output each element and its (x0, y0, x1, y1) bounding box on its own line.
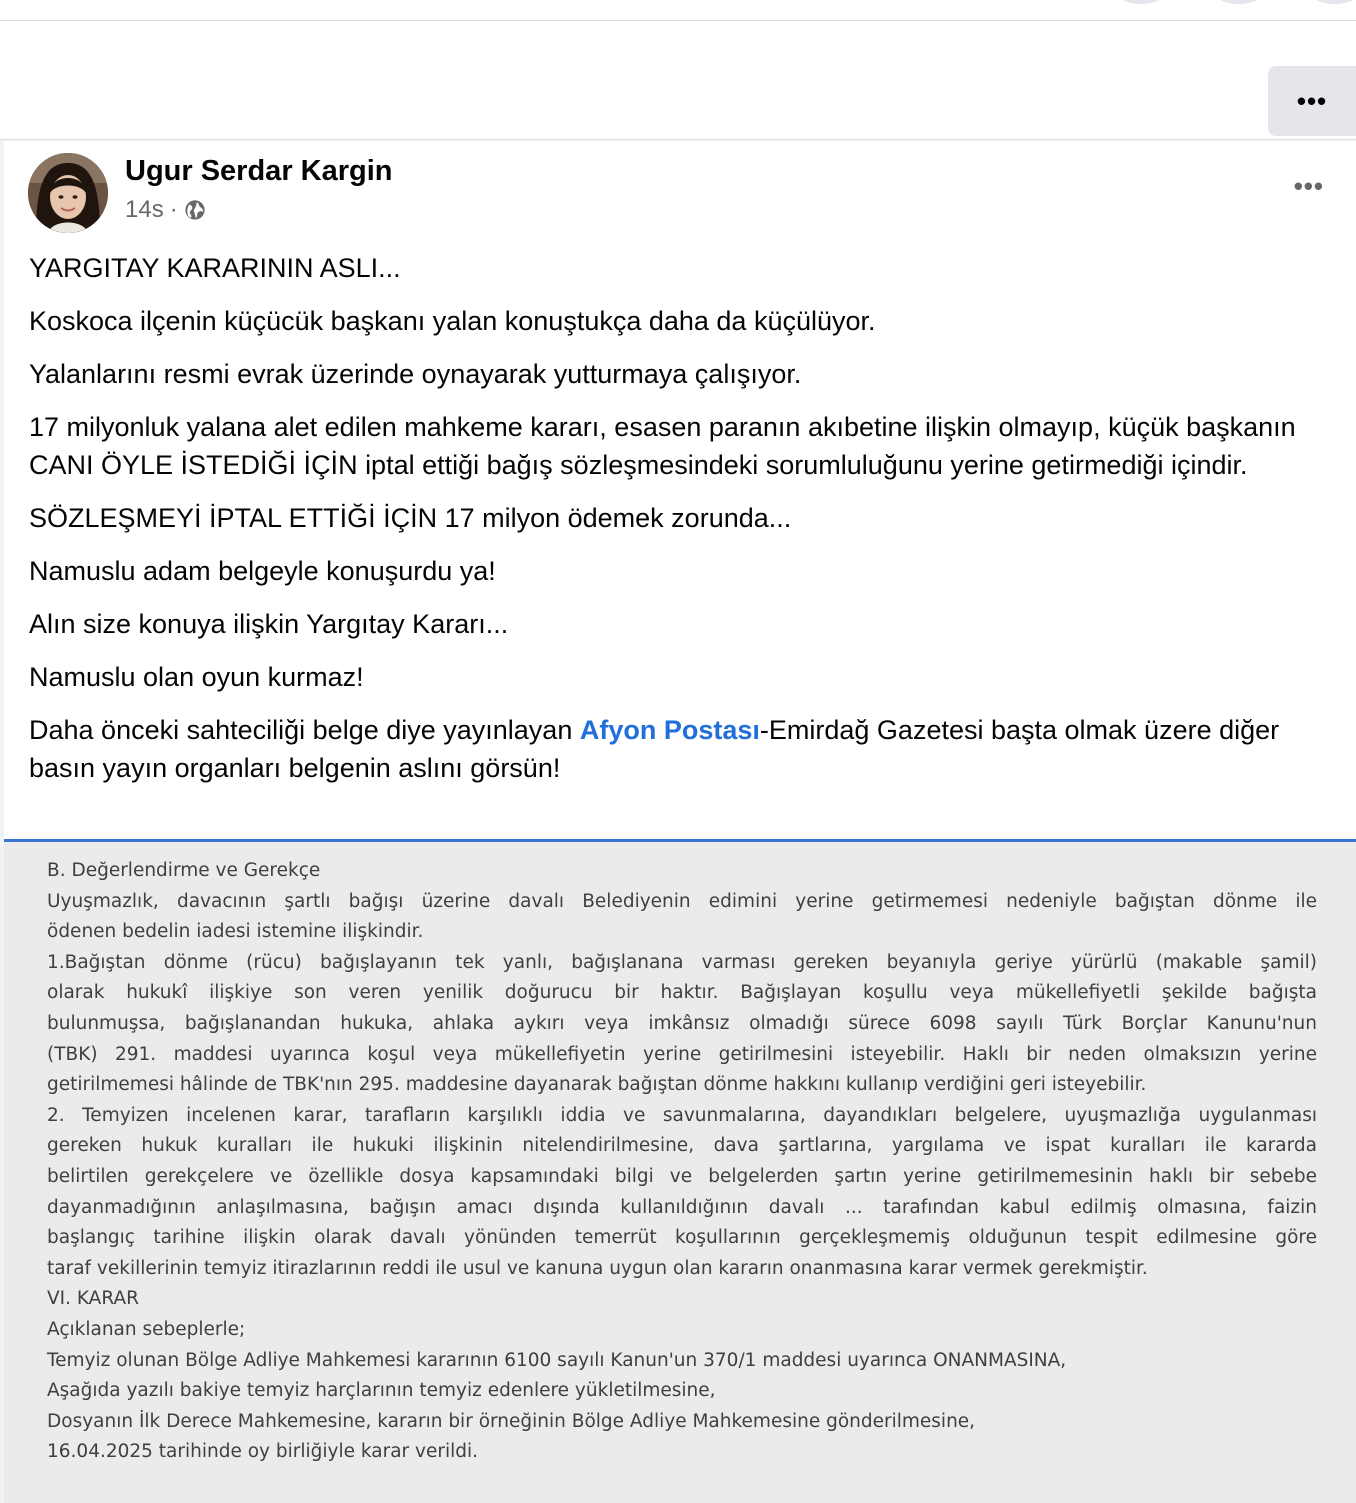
post-text-segment: -Emirdağ Gazetesi başta olmak üzere diğer basın yayın organları belgenin aslını görsün! (29, 715, 1280, 783)
nav-circle-button[interactable] (1210, 0, 1268, 4)
document-line: Açıklanan sebeplerle; (47, 1318, 246, 1340)
document-image[interactable] (4, 839, 1356, 1503)
document-line: (TBK) 291. maddesi uyarınca koşul veya mükellefiyetin yerine getirilmesini isteyebilir. Haklı bir neden olmaksızın yerine (47, 1043, 1317, 1065)
nav-circle-button[interactable] (1112, 0, 1170, 4)
document-line: başlangıç tarihine ilişkin olarak davalı yönünden temerrüt koşullarının gerçekleşmemiş olduğunun tespit edilmesine göre (47, 1227, 1317, 1249)
meta-separator: · (169, 196, 178, 223)
top-navigation-bar (0, 0, 1356, 21)
post-text-segment: Daha önceki sahteciliği belge diye yayınlayan (29, 715, 580, 745)
avatar-photo-icon (28, 153, 108, 233)
post-paragraph: Namuslu olan oyun kurmaz! (29, 662, 364, 692)
post-paragraph: SÖZLEŞMEYİ İPTAL ETTİĞİ İÇİN 17 milyon ödemek zorunda... (29, 503, 792, 533)
nav-circle-button[interactable] (1306, 0, 1356, 4)
document-line: getirilmemesi hâlinde de TBK'nın 295. maddesine dayanarak bağıştan dönme hakkını kullanıp verdiğini geri isteyebilir. (47, 1074, 1147, 1096)
post-author-name[interactable]: Ugur Serdar Kargin (125, 155, 393, 187)
document-line: Dosyanın İlk Derece Mahkemesine, kararın bir örneğinin Bölge Adliye Mahkemesine gönderilmesine, (47, 1410, 976, 1432)
post-paragraph: 17 milyonluk yalana alet edilen mahkeme kararı, esasen paranın akıbetine ilişkin olmayıp, küçük başkanın CANI ÖYLE İSTEDİĞİ İÇİN iptal ettiği bağış sözleşmesindeki sorumluluğunu yerine getirmediği içindir. (29, 412, 1296, 480)
document-line: dayanmadığının anlaşılmasına, bağışın amacı dışında kullanıldığının davalı ... tarafından kabul edilmiş olmasına, faizin (47, 1196, 1317, 1218)
document-line: 2. Temyizen incelenen karar, tarafların karşılıklı iddia ve savunmalarına, dayandıkları belgelere, uyuşmazlığa uygulanması (47, 1104, 1317, 1126)
document-line: Uyuşmazlık, davacının şartlı bağışı üzerine davalı Belediyenin edimini yerine getirmemesi nedeniyle bağıştan dönme ile (47, 890, 1317, 912)
document-line: taraf vekillerinin temyiz itirazlarının reddi ile usul ve kanuna uygun olan kararın onanmasına karar vermek gerekmiştir. (47, 1257, 1148, 1279)
document-line: 16.04.2025 tarihinde oy birliğiyle karar verildi. (47, 1441, 479, 1463)
post-meta (125, 196, 206, 224)
post-paragraph: Namuslu adam belgeyle konuşurdu ya! (29, 556, 496, 586)
document-line: gereken hukuk kuralları ile hukuki ilişkinin nitelendirilmesine, dava şartlarına, yargılama ve ispat kuralları ile kararda (47, 1135, 1317, 1157)
post-text (29, 249, 1329, 802)
document-line: olarak hukukî ilişkiye son veren yenilik doğurucu bir haktır. Bağışlayan koşullu veya mükellefiyetli şekilde bağışta (47, 982, 1317, 1004)
document-line: bulunmuşsa, bağışlanandan hukuka, ahlaka aykırı veya imkânsız olmadığı sürece 6098 sayılı Türk Borçlar Kanunu'nun (47, 1012, 1317, 1034)
document-line: ödenen bedelin iadesi istemine ilişkindir. (47, 921, 424, 943)
post-card (4, 141, 1356, 1500)
post-paragraph-last (29, 711, 1329, 787)
page-header-band (0, 21, 1356, 140)
post-timestamp[interactable]: 14s (125, 196, 164, 223)
globe-icon[interactable] (184, 199, 206, 221)
document-line: Temyiz olunan Bölge Adliye Mahkemesi kararının 6100 sayılı Kanun'un 370/1 maddesi uyarınca ONANMASINA, (47, 1349, 1067, 1371)
post-paragraph: YARGITAY KARARININ ASLI... (29, 253, 401, 283)
post-paragraph: Yalanlarını resmi evrak üzerinde oynayarak yutturmaya çalışıyor. (29, 359, 802, 389)
post-options-button[interactable]: ••• (1293, 171, 1324, 201)
page-mention-link[interactable]: Afyon Postası (579, 715, 760, 745)
document-line: 1.Bağıştan dönme (rücu) bağışlayanın tek yanlı, bağışlanana varması gereken beyanıyla geriye yürürlü (makable şamil) (47, 951, 1317, 973)
document-line: belirtilen gerekçelere ve özellikle dosya kapsamındaki bilgi ve belgelerden şartın yerine getirilmemesinin haklı bir sebebe (47, 1165, 1317, 1187)
document-line: B. Değerlendirme ve Gerekçe (47, 860, 321, 881)
document-line: Aşağıda yazılı bakiye temyiz harçlarının temyiz edenlere yükletilmesine, (47, 1380, 716, 1402)
header-more-button[interactable]: ••• (1268, 66, 1356, 136)
post-paragraph: Koskoca ilçenin küçücük başkanı yalan konuştukça daha da küçülüyor. (29, 306, 876, 336)
document-line: VI. KARAR (47, 1288, 139, 1310)
avatar[interactable] (28, 153, 108, 233)
post-paragraph: Alın size konuya ilişkin Yargıtay Kararı... (29, 609, 509, 639)
document-text (47, 856, 1317, 1468)
